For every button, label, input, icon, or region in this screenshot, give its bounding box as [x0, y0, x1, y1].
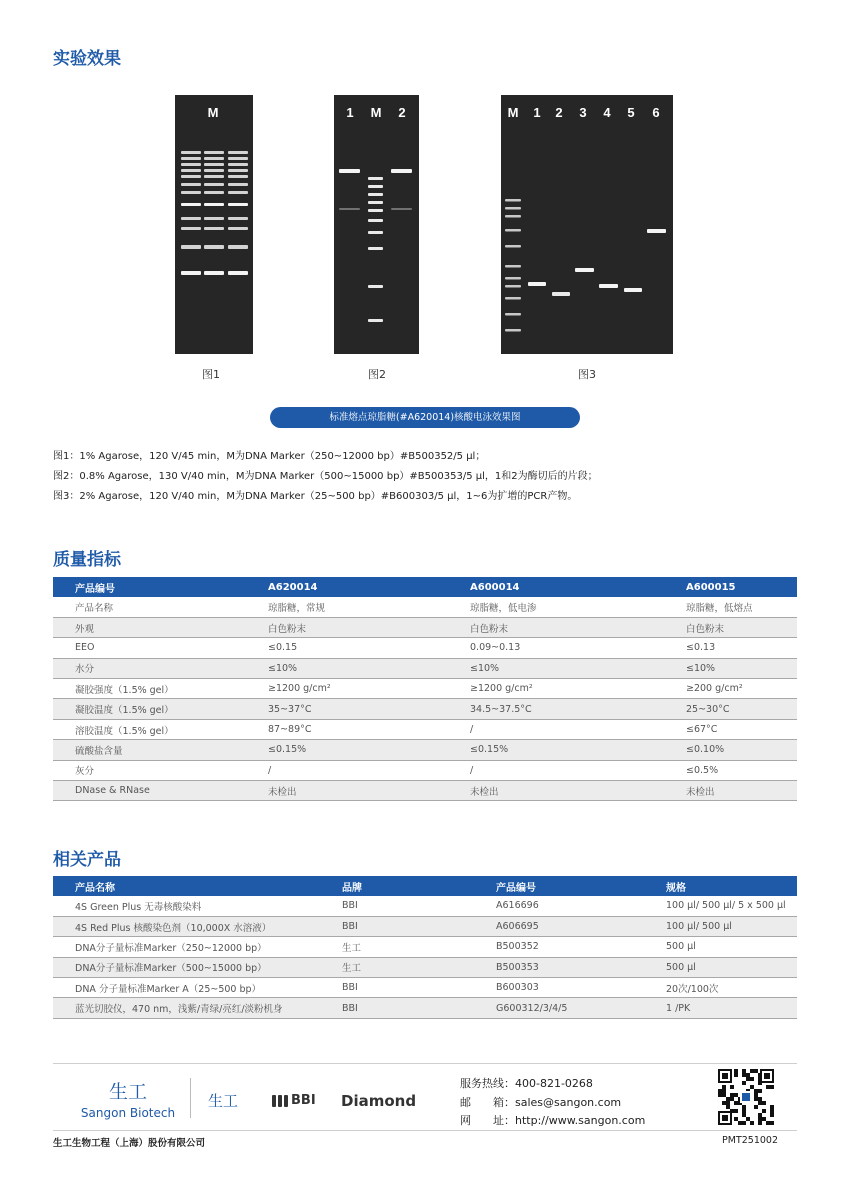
- related-table-row: [53, 978, 797, 998]
- gel-image-fig3: [501, 95, 673, 354]
- lane-label: 2: [555, 105, 563, 120]
- marker-band: [228, 163, 248, 166]
- fig3-caption: 图3: [578, 368, 596, 381]
- pcr-band: [599, 284, 618, 288]
- quality-header-cell: 产品编号: [53, 577, 268, 597]
- marker-band: [204, 203, 224, 206]
- logo-divider: [190, 1078, 191, 1118]
- related-table-cell: BBI: [342, 896, 496, 916]
- note-fig1: 图1：1% Agarose，120 V/45 min，M为DNA Marker（250~12000 bp）#B500352/5 μl；: [53, 451, 486, 462]
- related-table-cell: A606695: [496, 916, 666, 936]
- related-table-cell: 100 μl/ 500 μl/ 5 x 500 μl: [666, 896, 797, 916]
- quality-table-row: [53, 617, 797, 637]
- marker-band: [505, 329, 521, 332]
- quality-table-cell: 灰分: [53, 760, 268, 780]
- quality-table-header: [53, 577, 797, 597]
- marker-band: [228, 227, 248, 230]
- related-table-cell: BBI: [342, 978, 496, 998]
- marker-band: [368, 219, 383, 222]
- marker-band: [505, 313, 521, 316]
- lane-label: 6: [652, 105, 660, 120]
- marker-band: [204, 151, 224, 154]
- marker-band: [505, 215, 521, 218]
- marker-band: [204, 175, 224, 178]
- marker-band: [505, 207, 521, 210]
- lane-label: 2: [398, 105, 406, 120]
- marker-band: [505, 285, 521, 288]
- quality-table-cell: 未检出: [686, 781, 797, 801]
- related-table-row: [53, 916, 797, 936]
- related-table-cell: A616696: [496, 896, 666, 916]
- related-table-cell: 4S Green Plus 无毒核酸染料: [53, 896, 342, 916]
- brand-bbi-logo: [272, 1093, 316, 1108]
- related-table-cell: 500 μl: [666, 957, 797, 977]
- related-table-cell: B500353: [496, 957, 666, 977]
- qr-code-icon: [718, 1069, 774, 1125]
- lane-label: M: [207, 105, 219, 120]
- related-table-cell: 20次/100次: [666, 978, 797, 998]
- related-products-table: [53, 876, 797, 1019]
- marker-band: [204, 183, 224, 186]
- sangon-logo: [78, 1077, 178, 1120]
- lane-label: M: [370, 105, 382, 120]
- email[interactable]: 邮 箱：sales@sangon.com: [460, 1095, 622, 1109]
- quality-table-row: [53, 740, 797, 760]
- related-table-row: [53, 896, 797, 916]
- marker-band: [505, 277, 521, 280]
- related-header-cell: 产品编号: [496, 876, 666, 896]
- brand-diamond-logo: Diamond: [341, 1092, 417, 1110]
- marker-band: [505, 229, 521, 232]
- sangon-logo-en: Sangon Biotech: [80, 1106, 176, 1120]
- sample-band: [339, 208, 360, 210]
- quality-table-cell: 25~30°C: [686, 699, 797, 719]
- sample-band: [391, 208, 412, 210]
- marker-band: [204, 191, 224, 194]
- figure-banner: 标准熔点琼脂糖(#A620014)核酸电泳效果图: [270, 407, 580, 428]
- marker-band: [228, 217, 248, 220]
- quality-table-cell: ≤0.5%: [686, 760, 797, 780]
- document-code: PMT251002: [722, 1135, 778, 1146]
- company-name: 生工生物工程（上海）股份有限公司: [53, 1138, 206, 1149]
- marker-band: [204, 217, 224, 220]
- related-section-title: 相关产品: [53, 850, 121, 870]
- marker-band: [505, 245, 521, 248]
- related-table-cell: BBI: [342, 998, 496, 1018]
- quality-table-cell: /: [470, 760, 686, 780]
- sangon-logo-cn: 生工: [108, 1081, 147, 1103]
- marker-band: [228, 271, 248, 275]
- related-table-cell: G600312/3/4/5: [496, 998, 666, 1018]
- marker-band: [228, 245, 248, 249]
- bbi-text: BBI: [291, 1093, 316, 1108]
- related-table-cell: 生工: [342, 937, 496, 957]
- pcr-band: [624, 288, 642, 292]
- related-table-row: [53, 937, 797, 957]
- quality-table: [53, 577, 797, 801]
- quality-table-cell: 琼脂糖，常规: [268, 597, 470, 617]
- marker-band: [181, 163, 201, 166]
- quality-table-cell: ≥200 g/cm²: [686, 679, 797, 699]
- marker-band: [181, 151, 201, 154]
- marker-band: [204, 163, 224, 166]
- marker-band: [204, 157, 224, 160]
- marker-band: [181, 227, 201, 230]
- quality-table-cell: 87~89°C: [268, 719, 470, 739]
- quality-table-cell: 白色粉末: [268, 617, 470, 637]
- sample-band: [339, 169, 360, 173]
- marker-band: [505, 265, 521, 268]
- quality-table-cell: 溶胶温度（1.5% gel）: [53, 719, 268, 739]
- lane-label: 3: [579, 105, 587, 120]
- marker-band: [368, 177, 383, 180]
- quality-table-cell: ≤0.15: [268, 638, 470, 658]
- quality-table-cell: /: [268, 760, 470, 780]
- pcr-band: [552, 292, 570, 296]
- marker-band: [368, 231, 383, 234]
- marker-band: [181, 169, 201, 172]
- related-table-cell: B500352: [496, 937, 666, 957]
- related-table-cell: 500 μl: [666, 937, 797, 957]
- lane-label: 5: [627, 105, 635, 120]
- pcr-band: [647, 229, 666, 233]
- quality-table-row: [53, 679, 797, 699]
- quality-table-cell: 水分: [53, 658, 268, 678]
- quality-table-cell: 白色粉末: [470, 617, 686, 637]
- note-fig2: 图2：0.8% Agarose，130 V/40 min，M为DNA Marker（500~15000 bp）#B500353/5 μl，1和2为酶切后的片段；: [53, 471, 598, 482]
- quality-table-cell: ≤10%: [686, 658, 797, 678]
- marker-band: [228, 183, 248, 186]
- quality-table-cell: 琼脂糖，低熔点: [686, 597, 797, 617]
- marker-band: [228, 151, 248, 154]
- brand-sangon-logo: 生工: [208, 1092, 239, 1110]
- footer-divider-bottom: [53, 1130, 797, 1131]
- marker-band: [181, 183, 201, 186]
- marker-band: [228, 169, 248, 172]
- related-table-cell: DNA分子量标准Marker（500~15000 bp）: [53, 957, 342, 977]
- pcr-band: [528, 282, 546, 286]
- quality-table-row: [53, 719, 797, 739]
- quality-table-row: [53, 760, 797, 780]
- related-header-cell: 规格: [666, 876, 797, 896]
- marker-band: [204, 227, 224, 230]
- quality-table-cell: 0.09~0.13: [470, 638, 686, 658]
- lane-label: 4: [603, 105, 611, 120]
- quality-table-cell: DNase & RNase: [53, 781, 268, 801]
- marker-band: [181, 203, 201, 206]
- quality-table-row: [53, 658, 797, 678]
- marker-band: [204, 169, 224, 172]
- quality-section-title: 质量指标: [53, 550, 121, 570]
- marker-band: [181, 175, 201, 178]
- related-header-cell: 产品名称: [53, 876, 342, 896]
- quality-table-row: [53, 781, 797, 801]
- related-table-row: [53, 998, 797, 1018]
- website[interactable]: 网 址：http://www.sangon.com: [460, 1114, 646, 1127]
- quality-header-cell: A620014: [268, 577, 470, 597]
- gel-image-fig2: [334, 95, 419, 354]
- quality-table-row: [53, 699, 797, 719]
- related-table-cell: BBI: [342, 916, 496, 936]
- hotline: 服务热线：400-821-0268: [460, 1077, 593, 1090]
- related-header-cell: 品牌: [342, 876, 496, 896]
- related-table-cell: DNA分子量标准Marker（250~12000 bp）: [53, 937, 342, 957]
- marker-band: [368, 193, 383, 196]
- related-table-cell: 生工: [342, 957, 496, 977]
- figure-notes: [53, 447, 598, 507]
- related-table-header: [53, 876, 797, 896]
- marker-band: [181, 245, 201, 249]
- quality-table-cell: /: [470, 719, 686, 739]
- marker-band: [228, 175, 248, 178]
- quality-table-cell: ≥1200 g/cm²: [268, 679, 470, 699]
- quality-table-cell: ≤10%: [470, 658, 686, 678]
- related-table-cell: 4S Red Plus 核酸染色剂（10,000X 水溶液）: [53, 916, 342, 936]
- quality-table-cell: 琼脂糖，低电渗: [470, 597, 686, 617]
- related-table-cell: 蓝光切胶仪，470 nm，浅紫/青绿/亮红/淡粉机身: [53, 998, 342, 1018]
- pcr-band: [575, 268, 594, 272]
- marker-band: [181, 157, 201, 160]
- quality-table-cell: ≤0.15%: [470, 740, 686, 760]
- fig1-caption: 图1: [202, 368, 220, 381]
- sample-band: [391, 169, 412, 173]
- quality-table-cell: ≥1200 g/cm²: [470, 679, 686, 699]
- quality-header-cell: A600014: [470, 577, 686, 597]
- lane-label: M: [507, 105, 519, 120]
- quality-table-cell: 未检出: [470, 781, 686, 801]
- marker-band: [368, 201, 383, 204]
- marker-band: [181, 217, 201, 220]
- marker-band: [228, 157, 248, 160]
- marker-band: [228, 191, 248, 194]
- marker-band: [368, 209, 383, 212]
- marker-band: [368, 285, 383, 288]
- quality-table-cell: 34.5~37.5°C: [470, 699, 686, 719]
- quality-table-cell: ≤10%: [268, 658, 470, 678]
- related-table-cell: DNA 分子量标准Marker A（25~500 bp）: [53, 978, 342, 998]
- quality-table-cell: 凝胶强度（1.5% gel）: [53, 679, 268, 699]
- bbi-mark-icon: [272, 1094, 288, 1108]
- marker-band: [368, 185, 383, 188]
- related-table-cell: B600303: [496, 978, 666, 998]
- related-table-row: [53, 957, 797, 977]
- contact-info: [460, 1075, 645, 1131]
- marker-band: [181, 271, 201, 275]
- quality-table-cell: EEO: [53, 638, 268, 658]
- quality-table-cell: ≤0.15%: [268, 740, 470, 760]
- marker-band: [181, 191, 201, 194]
- marker-band: [204, 271, 224, 275]
- quality-table-cell: ≤67°C: [686, 719, 797, 739]
- quality-table-cell: ≤0.13: [686, 638, 797, 658]
- quality-table-cell: 35~37°C: [268, 699, 470, 719]
- related-table-cell: 100 μl/ 500 μl: [666, 916, 797, 936]
- marker-band: [204, 245, 224, 249]
- results-section-title: 实验效果: [53, 49, 121, 69]
- quality-table-cell: 硫酸盐含量: [53, 740, 268, 760]
- note-fig3: 图3：2% Agarose，120 V/40 min，M为DNA Marker（25~500 bp）#B600303/5 μl，1~6为扩增的PCR产物。: [53, 491, 578, 502]
- quality-table-cell: 白色粉末: [686, 617, 797, 637]
- quality-table-cell: 凝胶温度（1.5% gel）: [53, 699, 268, 719]
- marker-band: [368, 247, 383, 250]
- quality-table-cell: 未检出: [268, 781, 470, 801]
- quality-table-cell: ≤0.10%: [686, 740, 797, 760]
- quality-table-cell: 产品名称: [53, 597, 268, 617]
- lane-label: 1: [346, 105, 354, 120]
- quality-table-row: [53, 597, 797, 617]
- marker-band: [368, 319, 383, 322]
- marker-band: [505, 297, 521, 300]
- quality-header-cell: A600015: [686, 577, 797, 597]
- quality-table-cell: 外观: [53, 617, 268, 637]
- footer-divider-top: [53, 1063, 797, 1064]
- fig2-caption: 图2: [368, 368, 386, 381]
- quality-table-row: [53, 638, 797, 658]
- related-table-cell: 1 /PK: [666, 998, 797, 1018]
- gel-image-fig1: [175, 95, 253, 354]
- lane-label: 1: [533, 105, 541, 120]
- marker-band: [505, 199, 521, 202]
- marker-band: [228, 203, 248, 206]
